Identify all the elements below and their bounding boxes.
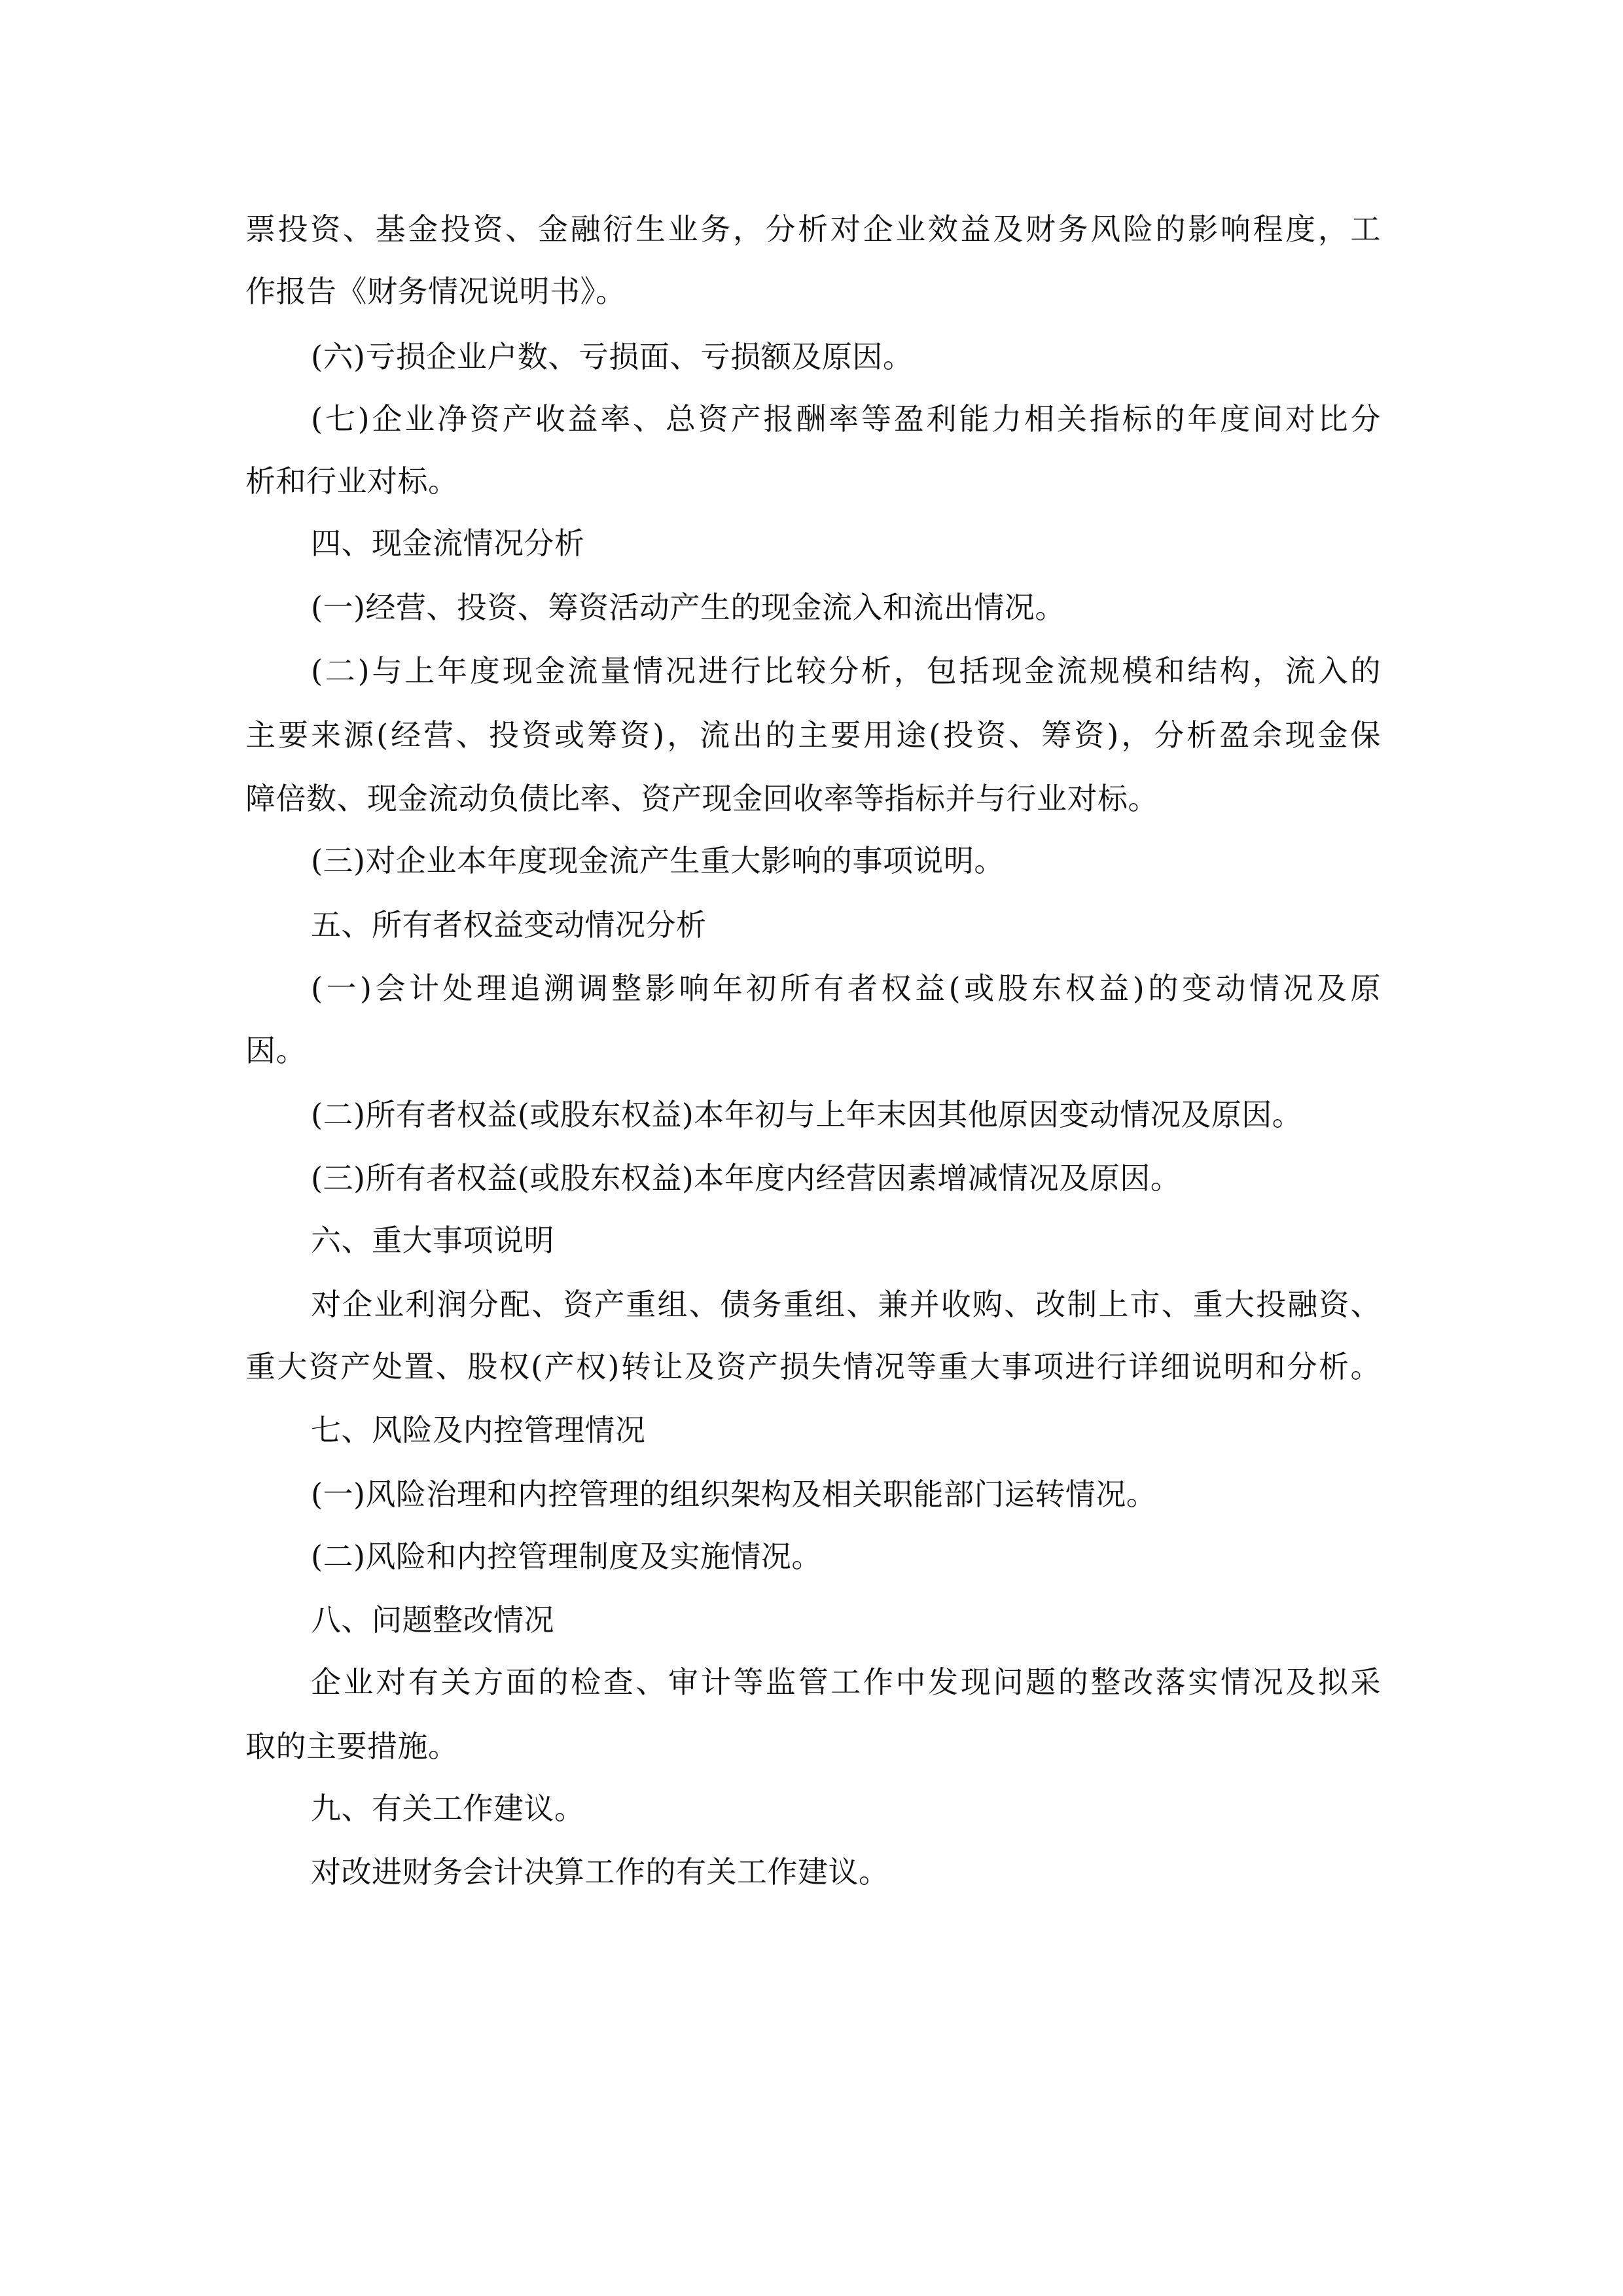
section-heading: 九、有关工作建议。	[311, 1791, 585, 1826]
paragraph-line: 因。	[245, 1033, 306, 1068]
paragraph-line: 票投资、基金投资、金融衍生业务，分析对企业效益及财务风险的影响程度，工	[245, 211, 1381, 247]
paragraph-line: 取的主要措施。	[245, 1729, 459, 1764]
paragraph-line: (一)会计处理追溯调整影响年初所有者权益(或股东权益)的变动情况及原	[311, 971, 1381, 1006]
paragraph-line: 析和行业对标。	[245, 463, 459, 499]
paragraph-line: (三)对企业本年度现金流产生重大影响的事项说明。	[311, 843, 1005, 878]
paragraph-line: 障倍数、现金流动负债比率、资产现金回收率等指标并与行业对标。	[245, 781, 1158, 816]
section-heading: 六、重大事项说明	[311, 1223, 554, 1258]
paragraph-line: 主要来源(经营、投资或筹资)，流出的主要用途(投资、筹资)，分析盈余现金保	[245, 717, 1381, 753]
paragraph-line: (一)经营、投资、筹资活动产生的现金流入和流出情况。	[311, 590, 1065, 625]
paragraph-line: 对企业利润分配、资产重组、债务重组、兼并收购、改制上市、重大投融资、	[311, 1287, 1381, 1322]
paragraph-line: (二)与上年度现金流量情况进行比较分析，包括现金流规模和结构，流入的	[311, 653, 1381, 689]
section-heading: 八、问题整改情况	[311, 1602, 554, 1638]
paragraph-line: (六)亏损企业户数、亏损面、亏损额及原因。	[311, 339, 914, 374]
section-heading: 四、现金流情况分析	[311, 526, 585, 561]
paragraph-line: (一)风险治理和内控管理的组织架构及相关职能部门运转情况。	[311, 1477, 1157, 1512]
section-heading: 七、风险及内控管理情况	[311, 1412, 646, 1448]
paragraph-line: 对改进财务会计决算工作的有关工作建议。	[311, 1854, 889, 1890]
paragraph-line: 企业对有关方面的检查、审计等监管工作中发现问题的整改落实情况及拟采	[311, 1664, 1381, 1700]
paragraph-line: (二)所有者权益(或股东权益)本年初与上年末因其他原因变动情况及原因。	[311, 1097, 1303, 1132]
paragraph-line: 作报告《财务情况说明书》。	[245, 274, 626, 309]
paragraph-line: (三)所有者权益(或股东权益)本年度内经营因素增减情况及原因。	[311, 1160, 1181, 1196]
paragraph-line: 重大资产处置、股权(产权)转让及资产损失情况等重大事项进行详细说明和分析。	[245, 1349, 1381, 1384]
paragraph-line: (七)企业净资产收益率、总资产报酬率等盈利能力相关指标的年度间对比分	[311, 401, 1381, 437]
paragraph-line: (二)风险和内控管理制度及实施情况。	[311, 1539, 822, 1574]
section-heading: 五、所有者权益变动情况分析	[311, 907, 707, 942]
